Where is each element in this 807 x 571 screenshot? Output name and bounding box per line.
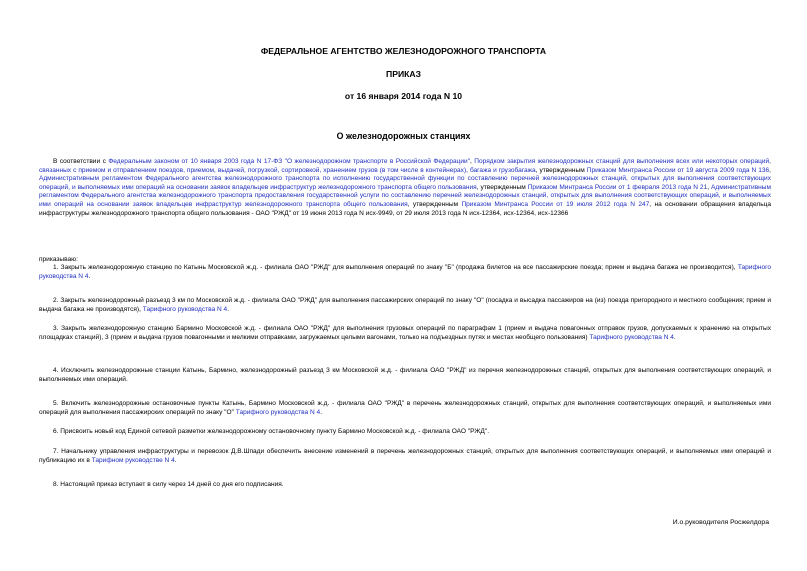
document-title: О железнодорожных станциях (336, 131, 471, 141)
admin-regulation-service-link[interactable]: Административным регламентом Федерального агентства железнодорожного транспорта предоставления государственной услуги по составлению перечней железнодорожных станций, открытых для выполнения соответствующих операций, и выполняемых ими операций на основании заявок владельцев инфраструктур железнодорожного транспорта общего пользования (39, 183, 771, 208)
tariff-guide-link[interactable]: Тарифного руководства N 4 (235, 409, 321, 417)
order-item-7 (39, 447, 771, 466)
intro-text-4: , (769, 166, 771, 174)
intro-text-3: , утвержденным (535, 166, 587, 174)
item-tail: . (174, 457, 177, 465)
order-item-5 (39, 399, 771, 418)
order-item-6 (39, 427, 771, 436)
intro-text-7: , утвержденным (407, 200, 462, 208)
agency-heading: ФЕДЕРАЛЬНОЕ АГЕНТСТВО ЖЕЛЕЗНОДОРОЖНОГО ТРАНСПОРТА (260, 46, 547, 56)
date-number-heading: от 16 января 2014 года N 10 (344, 91, 463, 101)
intro-paragraph (39, 158, 771, 218)
order-247-link[interactable]: Приказом Минтранса России от 19 июля 2012 года N 247 (461, 200, 650, 208)
admin-regulation-function-link[interactable]: Административным регламентом Федерального агентства железнодорожного транспорта по исполнению государственной функции по составлению перечней железнодорожных станций, открытых для выполнения соответствующих операций, и выполняемых ими операций на основании заявок владельцев инфраструктур железнодорожного транспорта общего пользования (39, 175, 771, 191)
intro-text-2: , (470, 158, 475, 165)
item-text: 8. Настоящий приказ вступает в силу через 14 дней со дня его подписания. (53, 481, 284, 488)
order-item-1 (39, 263, 771, 282)
item-text: 3. Закрыть железнодорожную станцию Бармино Московской ж.д. - филиала ОАО "РЖД" для выполнения грузовых операций по параграфам 1 (прием и выдача повагонных отправок грузов, допускаемых к хранению на открытых площадках станций), 3 (прием и выдача грузов повагонными и мелкими отправками, загружаемых целыми вагонами, только на подъездных путях и местах необщего пользования) (39, 325, 771, 342)
item-text: 7. Начальнику управления инфраструктуры и перевозок Д.В.Шпади обеспечить внесение изменений в перечень железнодорожных станций, открытых для выполнения соответствующих операций, и выполняемых ими операций и публикацию их в (39, 448, 771, 465)
closure-procedure-link[interactable]: Порядком закрытия железнодорожных станций для выполнения всех или некоторых операций, связанных с приемом и отправлением поездов, приемом, выдачей, погрузкой, сортировкой, хранением грузов (в том числе в контейнерах), багажа и грузобагажа (39, 158, 771, 174)
item-text: 5. Включить железнодорожные остановочные пункты Катынь, Бармино Московской ж.д. - филиала ОАО "РЖД" в перечень железнодорожных станций, открытых для выполнения соответствующих операций, и выполняемых ими операций для выполнения пассажирских операций по знаку "О" (39, 400, 771, 417)
item-text: 1. Закрыть железнодорожную станцию по Катынь Московской ж.д. - филиала ОАО "РЖД" для выполнения операций по знаку "Б" (продажа билетов на все пассажирские поезда; прием и выдача багажа не производится), (53, 264, 738, 271)
item-tail: . (88, 273, 91, 281)
order-item-2 (39, 296, 771, 315)
doc-type-heading: ПРИКАЗ (386, 69, 421, 79)
intro-text-5: , утвержденным (476, 183, 528, 191)
prikazyvayu-label: приказываю: (39, 256, 78, 263)
order-item-8 (39, 480, 771, 489)
order-item-4 (39, 366, 771, 385)
item-tail: . (320, 409, 323, 417)
federal-law-link[interactable]: Федеральным законом от 10 января 2003 года N 17-ФЗ "О железнодорожном транспорте в Российской Федерации" (108, 158, 471, 165)
tariff-guide-link[interactable]: Тарифном руководстве N 4 (91, 457, 175, 465)
item-text: 6. Присвоить новый код Единой сетевой разметки железнодорожному остановочному пункту Бармино Московской ж.д. - филиала ОАО "РЖД". (53, 428, 490, 435)
tariff-guide-link[interactable]: Тарифного руководства N 4 (39, 264, 771, 281)
intro-text-1: В соответствии с (53, 158, 109, 165)
tariff-guide-link[interactable]: Тарифного руководства N 4 (589, 334, 674, 342)
order-item-3 (39, 324, 771, 343)
intro-text-8: , на основании обращения владельца инфраструктуры железнодорожного транспорта общего пользования - ОАО "РЖД" от 19 июня 2013 года N исх-9949, от 29 июля 2013 года N исх-12364, исх-12364, исх-12366 (39, 200, 771, 217)
order-21-link[interactable]: Приказом Минтранса России от 1 февраля 2013 года N 21 (527, 183, 708, 191)
item-tail: . (673, 334, 676, 342)
intro-text-6: , (707, 183, 712, 191)
item-tail: . (227, 306, 230, 314)
tariff-guide-link[interactable]: Тарифного руководства N 4 (142, 306, 228, 314)
item-text: 2. Закрыть железнодорожный разъезд 3 км по Московской ж.д. - филиала ОАО "РЖД" для выполнения пассажирских операций по знаку "О" (посадка и высадка пассажиров на (из) поезда пригородного и местного сообщения; прием и выдача багажа не производятся), (39, 297, 771, 314)
item-text: 4. Исключить железнодорожные станции Катынь, Бармино, железнодорожный разъезд 3 км Московской ж.д. - филиала ОАО "РЖД" из перечня железнодорожных станций, открытых для выполнения соответствующих операций, и выполняемых ими операций. (39, 367, 771, 384)
order-136-link[interactable]: Приказом Минтранса России от 19 августа 2009 года N 136 (586, 166, 770, 174)
signature: И.о.руководителя Росжелдора (672, 519, 769, 526)
